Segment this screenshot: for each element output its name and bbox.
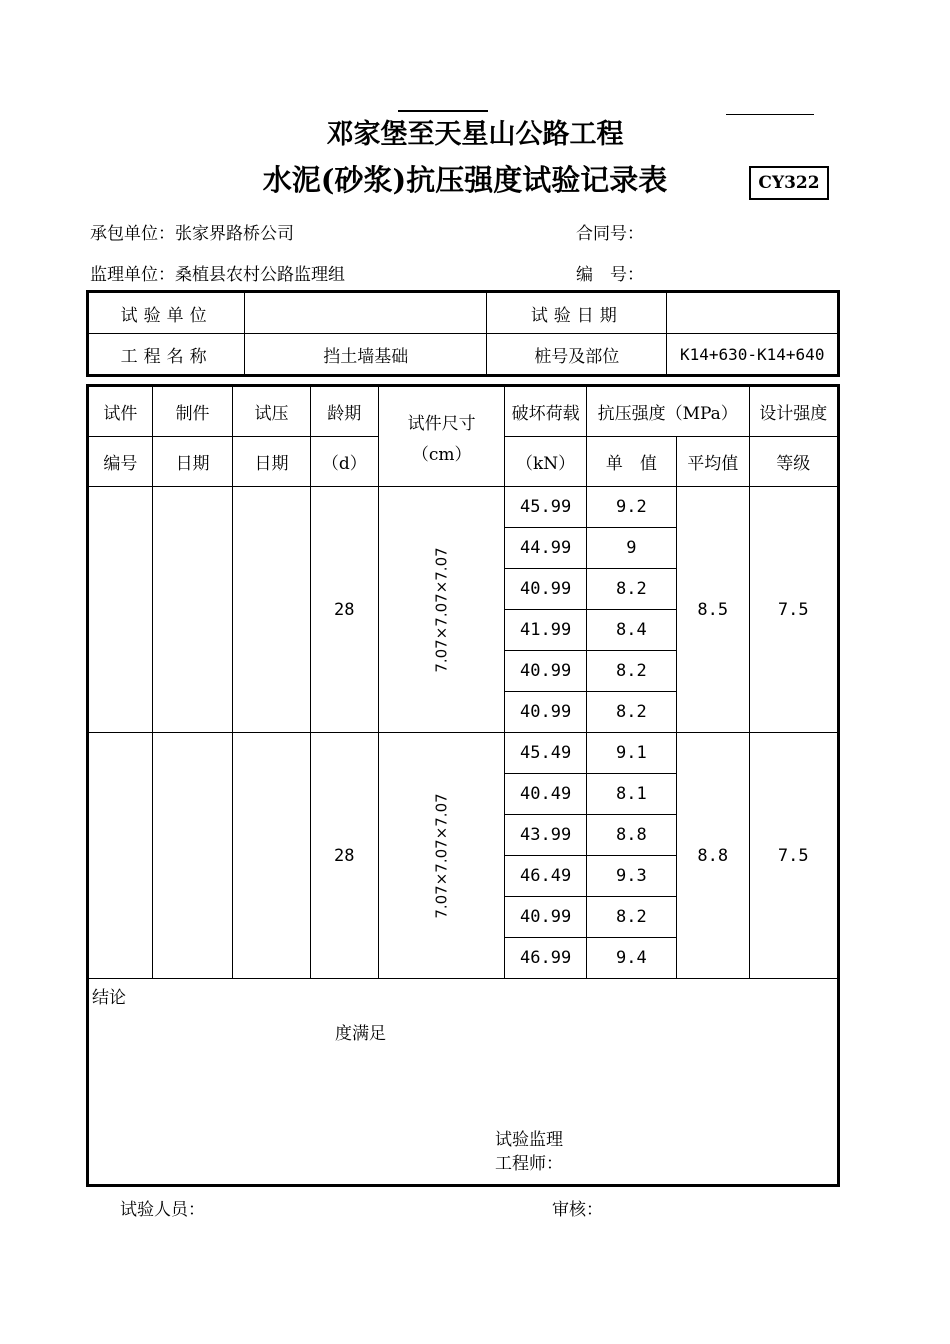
design-cell: 7.5 bbox=[749, 733, 838, 979]
single-cell: 8.2 bbox=[586, 897, 676, 938]
col-specimen-no: 试件 bbox=[88, 386, 153, 437]
info-row bbox=[88, 292, 839, 334]
project-name-value[interactable]: 挡土墙基础 bbox=[245, 334, 487, 376]
load-cell: 45.99 bbox=[505, 487, 587, 528]
table-row bbox=[88, 487, 839, 528]
single-cell: 8.2 bbox=[586, 651, 676, 692]
col-size-line1: 试件尺寸 bbox=[407, 413, 476, 434]
col-strength: 抗压强度（MPa） bbox=[586, 386, 749, 437]
load-cell: 40.49 bbox=[505, 774, 587, 815]
col-make-date: 制件 bbox=[152, 386, 233, 437]
contractor-label: 承包单位：张家界路桥公司 bbox=[90, 224, 294, 244]
single-cell: 9.3 bbox=[586, 856, 676, 897]
load-cell: 46.99 bbox=[505, 938, 587, 979]
col-load-2: （kN） bbox=[505, 437, 587, 487]
col-size-line2: （cm） bbox=[411, 444, 472, 465]
test-unit-value[interactable] bbox=[245, 292, 487, 334]
test-date-label: 试验日期 bbox=[487, 292, 667, 334]
size-cell bbox=[378, 487, 504, 733]
test-date-cell[interactable] bbox=[233, 487, 310, 733]
single-cell: 8.4 bbox=[586, 610, 676, 651]
results-table bbox=[86, 384, 840, 1187]
specimen-no-cell[interactable] bbox=[88, 733, 153, 979]
age-cell: 28 bbox=[310, 487, 378, 733]
single-cell: 8.2 bbox=[586, 569, 676, 610]
load-cell: 40.99 bbox=[505, 692, 587, 733]
conclusion-cell[interactable] bbox=[88, 979, 839, 1186]
single-cell: 8.8 bbox=[586, 815, 676, 856]
col-age: 龄期 bbox=[310, 386, 378, 437]
design-cell: 7.5 bbox=[749, 487, 838, 733]
single-cell: 9.1 bbox=[586, 733, 676, 774]
conclusion-text: 度满足 bbox=[335, 1024, 386, 1044]
single-cell: 8.2 bbox=[586, 692, 676, 733]
contract-no-label: 合同号： bbox=[576, 224, 644, 244]
load-cell: 46.49 bbox=[505, 856, 587, 897]
load-cell: 40.99 bbox=[505, 897, 587, 938]
col-load: 破坏荷载 bbox=[505, 386, 587, 437]
load-cell: 45.49 bbox=[505, 733, 587, 774]
load-cell: 40.99 bbox=[505, 651, 587, 692]
single-cell: 8.1 bbox=[586, 774, 676, 815]
test-date-cell[interactable] bbox=[233, 733, 310, 979]
header-artifact-mark bbox=[398, 104, 488, 112]
col-design-2: 等级 bbox=[749, 437, 838, 487]
serial-no-label: 编 号： bbox=[576, 265, 644, 285]
col-specimen-no-2: 编号 bbox=[88, 437, 153, 487]
single-cell: 9.2 bbox=[586, 487, 676, 528]
col-single: 单 值 bbox=[586, 437, 676, 487]
average-cell: 8.5 bbox=[676, 487, 749, 733]
test-unit-label: 试验单位 bbox=[88, 292, 245, 334]
col-test-date: 试压 bbox=[233, 386, 310, 437]
col-design: 设计强度 bbox=[749, 386, 838, 437]
supervisor-engineer-label-1: 试验监理 bbox=[495, 1130, 563, 1150]
size-cell bbox=[378, 733, 504, 979]
load-cell: 40.99 bbox=[505, 569, 587, 610]
load-cell: 44.99 bbox=[505, 528, 587, 569]
col-age-2: （d） bbox=[310, 437, 378, 487]
station-value[interactable]: K14+630-K14+640 bbox=[667, 334, 839, 376]
supervisor-engineer-label-2: 工程师： bbox=[495, 1154, 563, 1174]
size-value: 7.07×7.07×7.07 bbox=[432, 792, 451, 919]
make-date-cell[interactable] bbox=[152, 487, 233, 733]
table-row bbox=[88, 733, 839, 774]
reviewer-label: 审核： bbox=[552, 1200, 603, 1220]
col-test-date-2: 日期 bbox=[233, 437, 310, 487]
conclusion-label: 结论 bbox=[92, 988, 126, 1008]
header-row bbox=[88, 386, 839, 437]
specimen-no-cell[interactable] bbox=[88, 487, 153, 733]
tester-label: 试验人员： bbox=[120, 1200, 205, 1220]
make-date-cell[interactable] bbox=[152, 733, 233, 979]
info-row bbox=[88, 334, 839, 376]
size-value: 7.07×7.07×7.07 bbox=[432, 546, 451, 673]
supervisor-label: 监理单位：桑植县农村公路监理组 bbox=[90, 265, 345, 285]
age-cell: 28 bbox=[310, 733, 378, 979]
form-title: 水泥(砂浆)抗压强度试验记录表 bbox=[262, 163, 668, 197]
col-make-date-2: 日期 bbox=[152, 437, 233, 487]
average-cell: 8.8 bbox=[676, 733, 749, 979]
col-average: 平均值 bbox=[676, 437, 749, 487]
test-date-value[interactable] bbox=[667, 292, 839, 334]
form-code: CY322 bbox=[749, 166, 829, 200]
project-name-label: 工程名称 bbox=[88, 334, 245, 376]
load-cell: 41.99 bbox=[505, 610, 587, 651]
load-cell: 43.99 bbox=[505, 815, 587, 856]
conclusion-row bbox=[88, 979, 839, 1186]
info-table bbox=[86, 290, 840, 377]
project-title: 邓家堡至天星山公路工程 bbox=[326, 119, 624, 150]
single-cell: 9 bbox=[586, 528, 676, 569]
single-cell: 9.4 bbox=[586, 938, 676, 979]
station-label: 桩号及部位 bbox=[487, 334, 667, 376]
col-size bbox=[378, 386, 504, 487]
